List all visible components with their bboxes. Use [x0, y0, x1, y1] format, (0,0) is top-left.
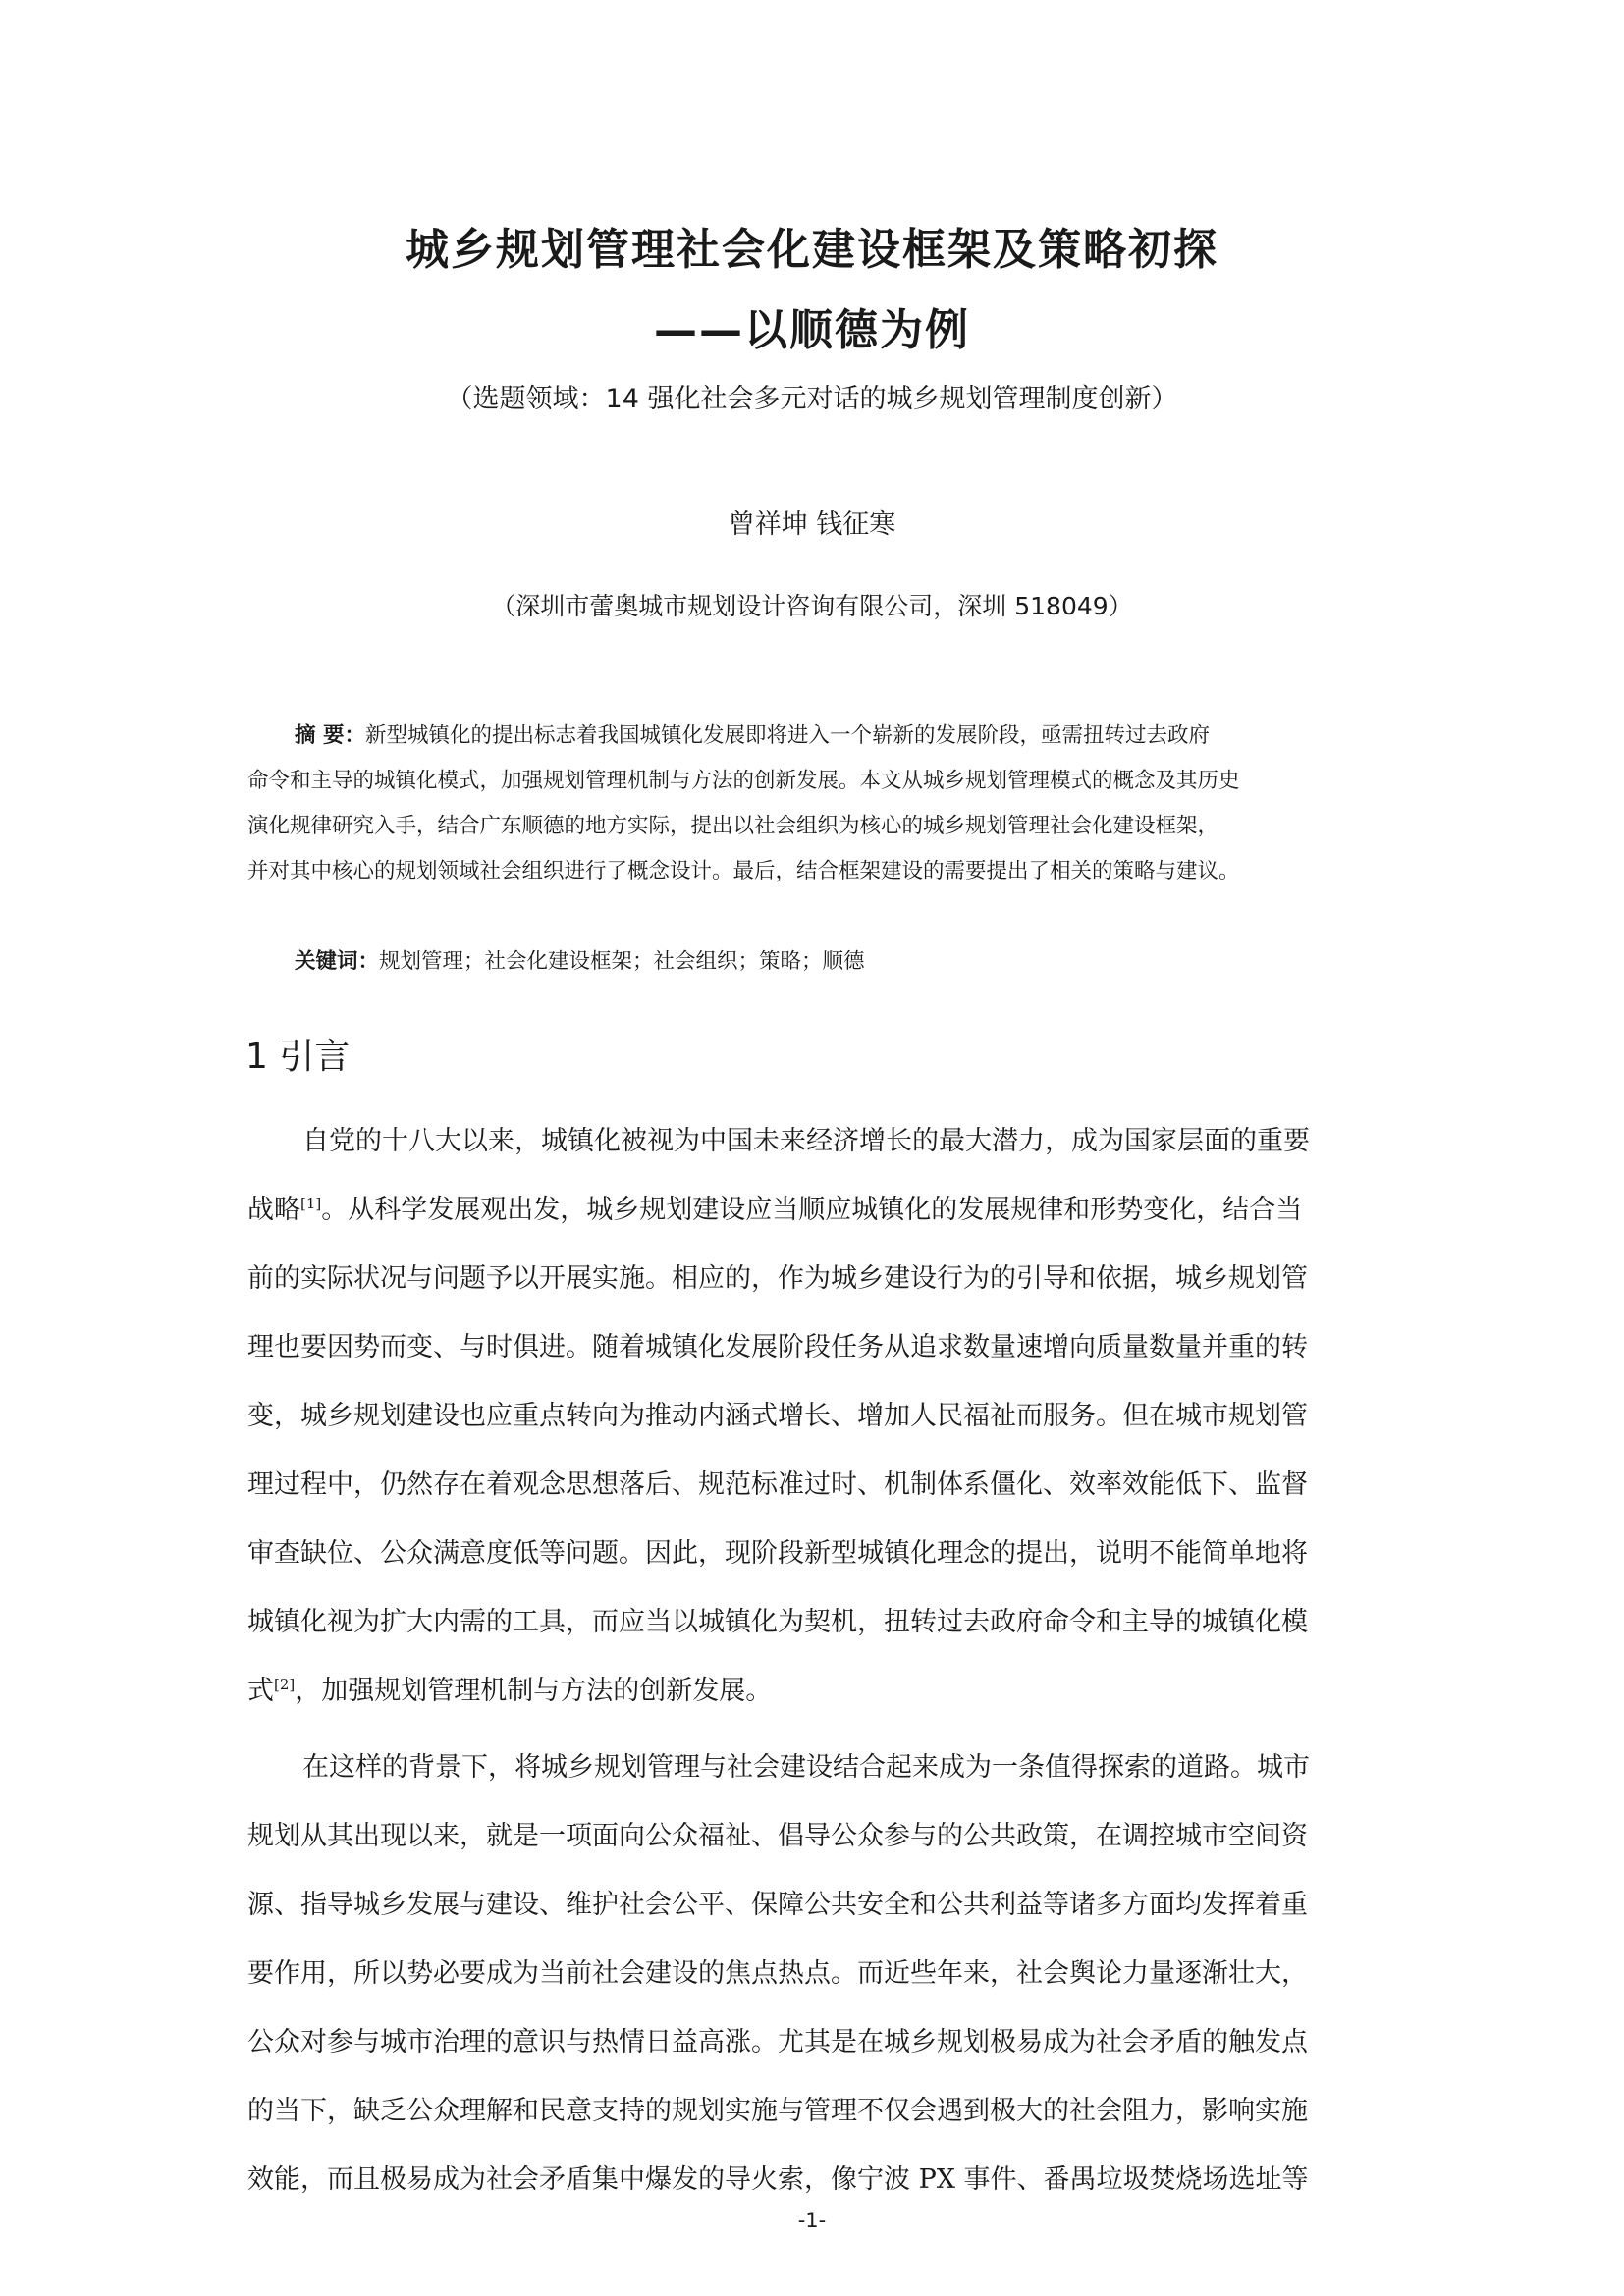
body-line: 公众对参与城市治理的意识与热情日益高涨。尤其是在城乡规划极易成为社会矛盾的触发点 — [247, 2027, 1308, 2057]
body-line: 前的实际状况与问题予以开展实施。相应的，作为城乡建设行为的引导和依据，城乡规划管 — [247, 1263, 1308, 1294]
abstract-line: 命令和主导的城镇化模式，加强规划管理机制与方法的创新发展。本文从城乡规划管理模式的概念及其历史 — [247, 769, 1240, 793]
topic-area: （选题领域：14 强化社会多元对话的城乡规划管理制度创新） — [446, 384, 1178, 414]
authors: 曾祥坤 钱征寒 — [728, 509, 896, 540]
body-line: 战略[1]。从科学发展观出发，城乡规划建设应当顺应城镇化的发展规律和形势变化，结合当 — [247, 1195, 1303, 1225]
paper-subtitle: ——以顺德为例 — [654, 305, 970, 355]
body-line: 审查缺位、公众满意度低等问题。因此，现阶段新型城镇化理念的提出，说明不能简单地将 — [247, 1538, 1308, 1569]
body-line: 式[2]，加强规划管理机制与方法的创新发展。 — [247, 1676, 773, 1706]
abstract-line: 摘 要：新型城镇化的提出标志着我国城镇化发展即将进入一个崭新的发展阶段，亟需扭转过去政府 — [295, 723, 1211, 748]
abstract-line: 演化规律研究入手，结合广东顺德的地方实际，提出以社会组织为核心的城乡规划管理社会化建设框架， — [247, 814, 1219, 838]
keywords-line — [295, 944, 865, 975]
body-line: 效能，而且极易成为社会矛盾集中爆发的导火索，像宁波 PX 事件、番禺垃圾焚烧场选址等 — [247, 2164, 1309, 2195]
body-line: 理过程中，仍然存在着观念思想落后、规范标准过时、机制体系僵化、效率效能低下、监督 — [247, 1469, 1308, 1500]
body-line: 要作用，所以势必要成为当前社会建设的焦点热点。而近些年来，社会舆论力量逐渐壮大， — [247, 1958, 1308, 1989]
body-line: 的当下，缺乏公众理解和民意支持的规划实施与管理不仅会遇到极大的社会阻力，影响实施 — [247, 2096, 1308, 2126]
abstract-line: 并对其中核心的规划领域社会组织进行了概念设计。最后，结合框架建设的需要提出了相关的策略与建议。 — [247, 859, 1240, 883]
body-line: 源、指导城乡发展与建设、维护社会公平、保障公共安全和公共利益等诸多方面均发挥着重 — [247, 1890, 1308, 1920]
page-number: -1- — [797, 2209, 827, 2232]
body-line: 规划从其出现以来，就是一项面向公众福祉、倡导公众参与的公共政策，在调控城市空间资 — [247, 1821, 1308, 1851]
body-line: 理也要因势而变、与时俱进。随着城镇化发展阶段任务从追求数量速增向质量数量并重的转 — [247, 1332, 1308, 1362]
section-heading: 1 引言 — [245, 1037, 351, 1077]
citation-ref: [1] — [300, 1195, 322, 1212]
keywords: 规划管理；社会化建设框架；社会组织；策略；顺德 — [379, 949, 865, 974]
affiliation: （深圳市蕾奥城市规划设计咨询有限公司，深圳 518049） — [491, 592, 1133, 620]
body-line: 城镇化视为扩大内需的工具，而应当以城镇化为契机，扭转过去政府命令和主导的城镇化模 — [247, 1607, 1308, 1637]
citation-ref: [2] — [274, 1676, 296, 1693]
abstract-label: 摘 要： — [295, 723, 365, 748]
paper-title: 城乡规划管理社会化建设框架及策略初探 — [406, 225, 1218, 275]
body-line: 变，城乡规划建设也应重点转向为推动内涵式增长、增加人民福祉而服务。但在城市规划管 — [247, 1401, 1308, 1431]
body-line: 自党的十八大以来，城镇化被视为中国未来经济增长的最大潜力，成为国家层面的重要 — [302, 1126, 1310, 1156]
keywords-label: 关键词： — [295, 949, 380, 974]
body-line: 在这样的背景下，将城乡规划管理与社会建设结合起来成为一条值得探索的道路。城市 — [302, 1752, 1310, 1783]
